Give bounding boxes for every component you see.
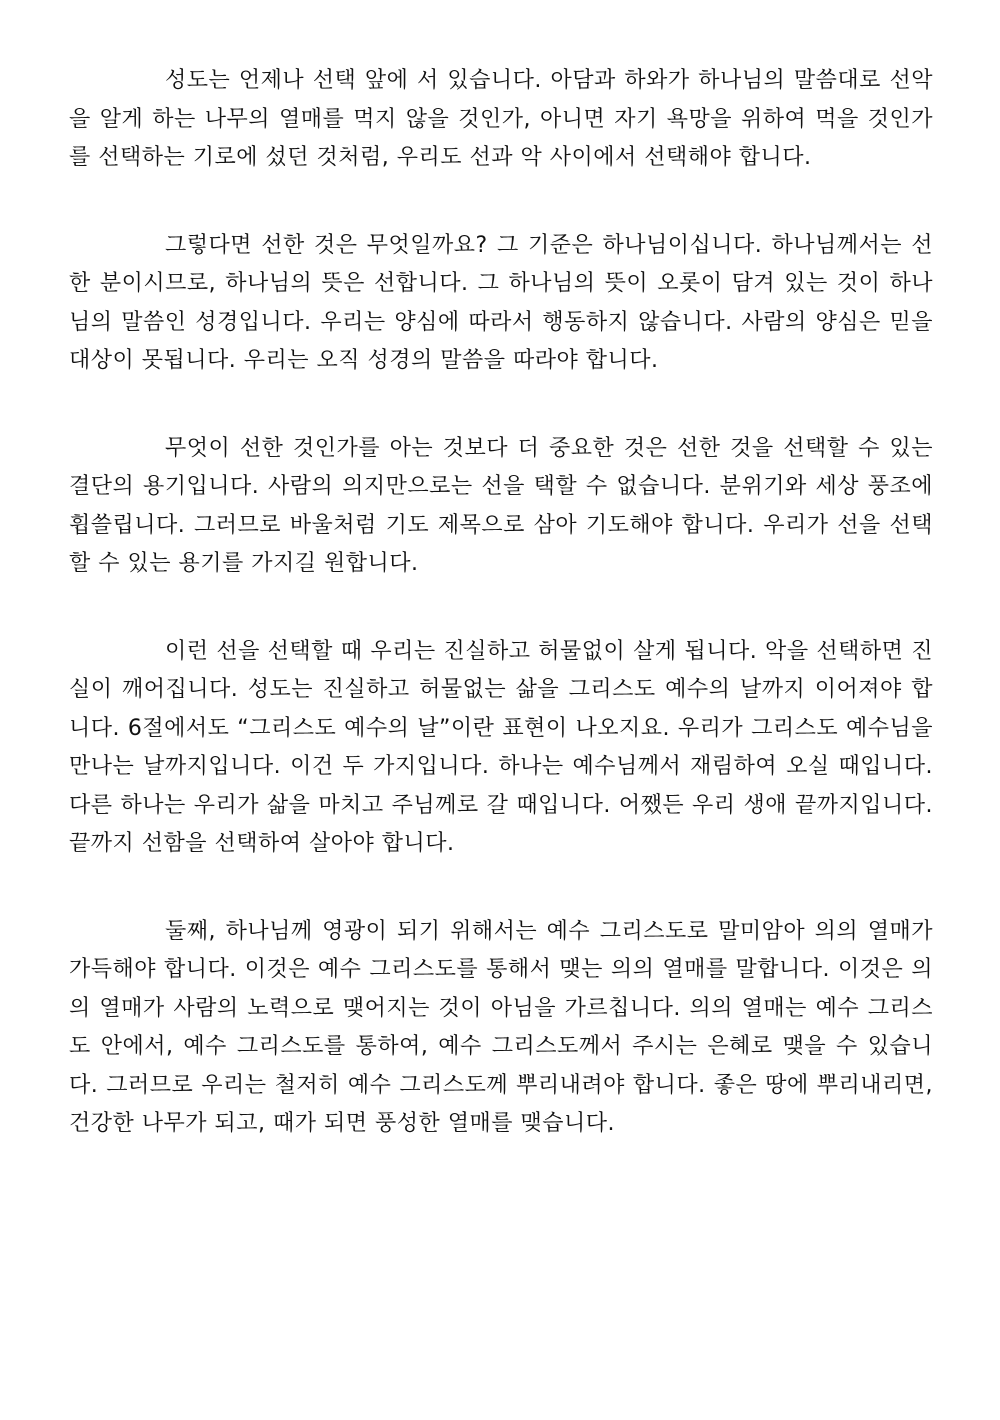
paragraph-1: 성도는 언제나 선택 앞에 서 있습니다. 아담과 하와가 하나님의 말씀대로 선악을 알게 하는 나무의 열매를 먹지 않을 것인가, 아니면 자기 욕망을 위하여 먹을 것인가를 선택하는 기로에 섰던 것처럼, 우리도 선과 악 사이에서 선택해야 합니다.: [69, 68, 933, 170]
paragraph-4: 이런 선을 선택할 때 우리는 진실하고 허물없이 살게 됩니다. 악을 선택하면 진실이 깨어집니다. 성도는 진실하고 허물없는 삶을 그리스도 예수의 날까지 이어져야 합니다. 6절에서도 “그리스도 예수의 날”이란 표현이 나오지요. 우리가 그리스도 예수님을 만나는 날까지입니다. 이건 두 가지입니다. 하나는 예수님께서 재림하여 오실 때입니다. 다른 하나는 우리가 삶을 마치고 주님께로 갈 때입니다. 어쨌든 우리 생애 끝까지입니다. 끝까지 선함을 선택하여 살아야 합니다.: [69, 638, 933, 856]
paragraph-2: 그렇다면 선한 것은 무엇일까요? 그 기준은 하나님이십니다. 하나님께서는 선한 분이시므로, 하나님의 뜻은 선합니다. 그 하나님의 뜻이 오롯이 담겨 있는 것이 하나님의 말씀인 성경입니다. 우리는 양심에 따라서 행동하지 않습니다. 사람의 양심은 믿을 대상이 못됩니다. 우리는 오직 성경의 말씀을 따라야 합니다.: [69, 232, 933, 373]
paragraph-3: 무엇이 선한 것인가를 아는 것보다 더 중요한 것은 선한 것을 선택할 수 있는 결단의 용기입니다. 사람의 의지만으로는 선을 택할 수 없습니다. 분위기와 세상 풍조에 휩쓸립니다. 그러므로 바울처럼 기도 제목으로 삼아 기도해야 합니다. 우리가 선을 선택할 수 있는 용기를 가지길 원합니다.: [69, 435, 933, 576]
document-body: [69, 62, 933, 1144]
paragraph-5: 둘째, 하나님께 영광이 되기 위해서는 예수 그리스도로 말미암아 의의 열매가 가득해야 합니다. 이것은 예수 그리스도를 통해서 맺는 의의 열매를 말합니다. 이것은 의의 열매가 사람의 노력으로 맺어지는 것이 아님을 가르칩니다. 의의 열매는 예수 그리스도 안에서, 예수 그리스도를 통하여, 예수 그리스도께서 주시는 은혜로 맺을 수 있습니다. 그러므로 우리는 철저히 예수 그리스도께 뿌리내려야 합니다. 좋은 땅에 뿌리내리면, 건강한 나무가 되고, 때가 되면 풍성한 열매를 맺습니다.: [69, 918, 933, 1136]
